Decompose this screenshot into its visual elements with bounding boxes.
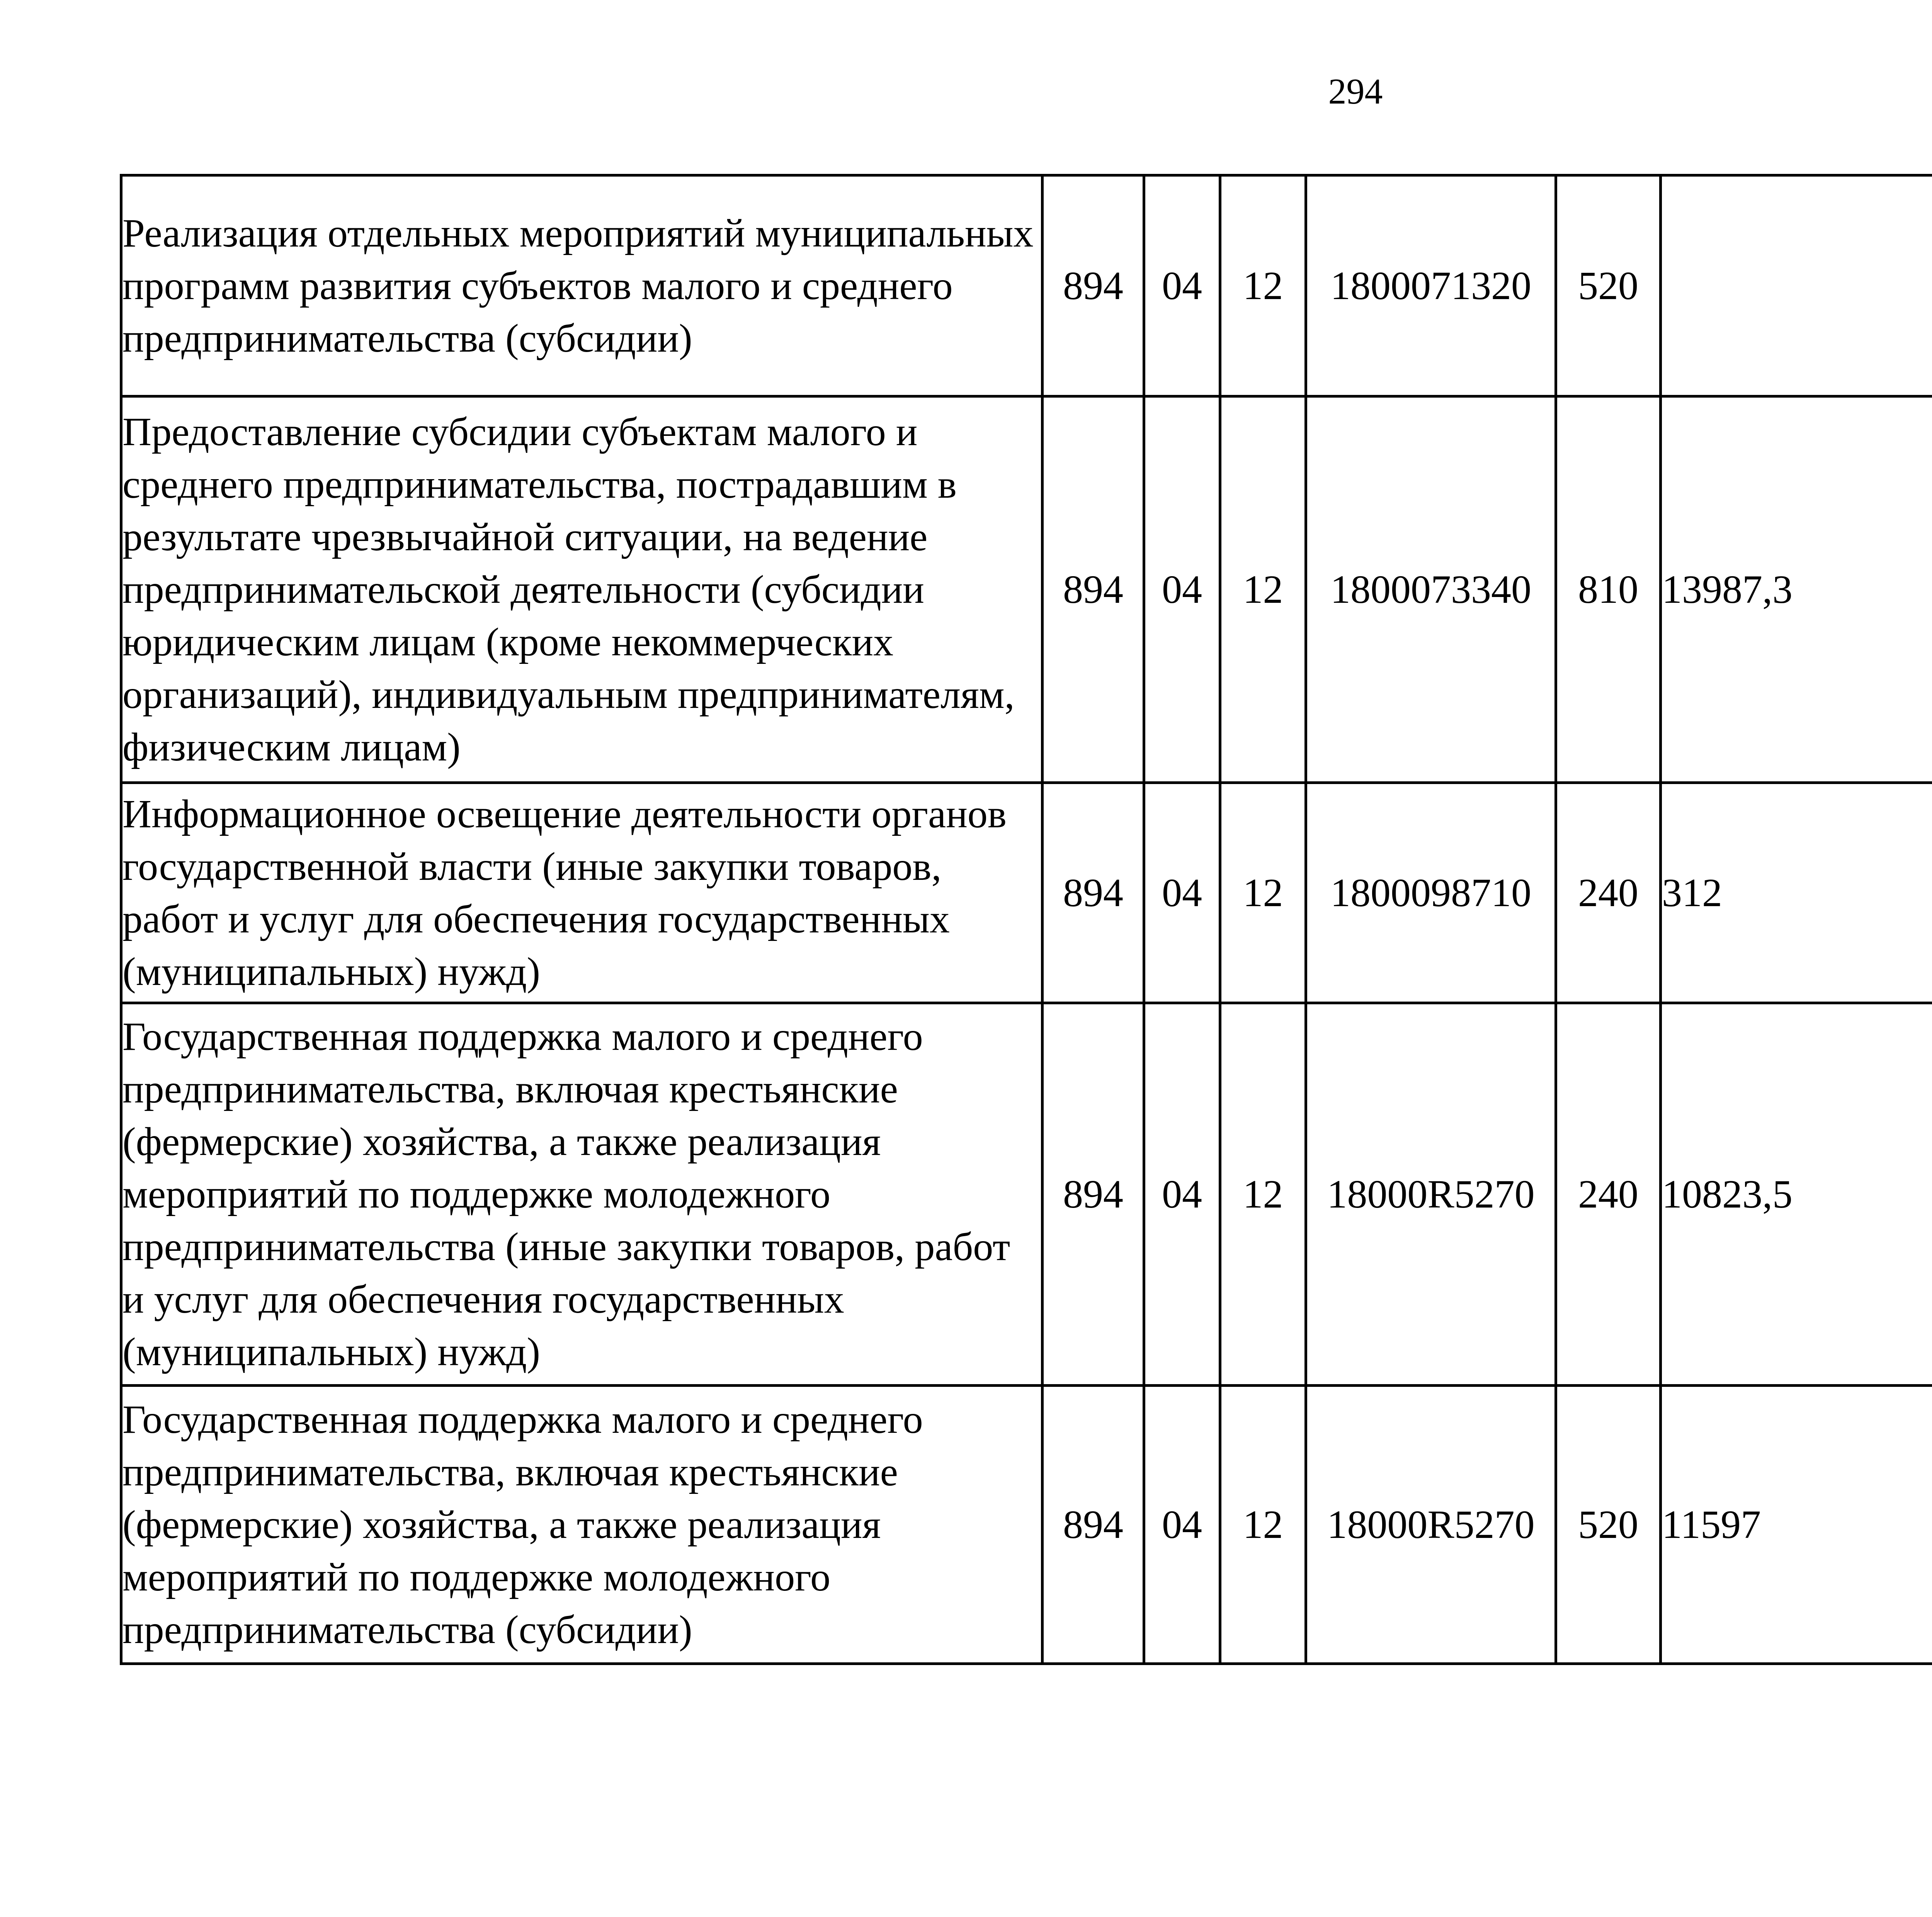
ministry-code: 894	[1043, 396, 1144, 783]
page-number: 294	[1328, 71, 1383, 112]
ministry-code: 894	[1043, 783, 1144, 1003]
subsection-code: 12	[1220, 1003, 1306, 1386]
amount-year-1: 11597	[1661, 1386, 1932, 1664]
subsection-code: 12	[1220, 396, 1306, 783]
table-row	[121, 783, 1932, 1003]
section-code: 04	[1144, 1386, 1220, 1664]
expense-type-code: 240	[1556, 783, 1661, 1003]
subsection-code: 12	[1220, 1386, 1306, 1664]
expense-type-code: 240	[1556, 1003, 1661, 1386]
amount-year-1: 10823,5	[1661, 1003, 1932, 1386]
ministry-code: 894	[1043, 1003, 1144, 1386]
section-code: 04	[1144, 1003, 1220, 1386]
amount-year-1: 312	[1661, 783, 1932, 1003]
row-name: Реализация отдельных мероприятий муниципальных программ развития субъектов малого и среднего предпринимательства (субсидии)	[121, 175, 1043, 396]
expense-type-code: 810	[1556, 396, 1661, 783]
section-code: 04	[1144, 175, 1220, 396]
section-code: 04	[1144, 396, 1220, 783]
expense-type-code: 520	[1556, 175, 1661, 396]
ministry-code: 894	[1043, 1386, 1144, 1664]
expense-type-code: 520	[1556, 1386, 1661, 1664]
table-row	[121, 175, 1932, 396]
amount-year-1: 13987,3	[1661, 396, 1932, 783]
target-article-code: 1800098710	[1306, 783, 1556, 1003]
row-name: Информационное освещение деятельности органов государственной власти (иные закупки товаров, работ и услуг для обеспечения государственных (муниципальных) нужд)	[121, 783, 1043, 1003]
budget-table	[120, 174, 1932, 1665]
subsection-code: 12	[1220, 783, 1306, 1003]
section-code: 04	[1144, 783, 1220, 1003]
row-name: Государственная поддержка малого и среднего предпринимательства, включая крестьянские (фермерские) хозяйства, а также реализация мероприятий по поддержке молодежного предпринимательства (иные закупки товаров, работ и услуг для обеспечения государственных (муниципальных) нужд)	[121, 1003, 1043, 1386]
table-row	[121, 396, 1932, 783]
amount-year-1	[1661, 175, 1932, 396]
table-row	[121, 1386, 1932, 1664]
subsection-code: 12	[1220, 175, 1306, 396]
ministry-code: 894	[1043, 175, 1144, 396]
target-article-code: 18000R5270	[1306, 1003, 1556, 1386]
target-article-code: 18000R5270	[1306, 1386, 1556, 1664]
table-row	[121, 1003, 1932, 1386]
row-name: Государственная поддержка малого и среднего предпринимательства, включая крестьянские (фермерские) хозяйства, а также реализация мероприятий по поддержке молодежного предпринимательства (субсидии)	[121, 1386, 1043, 1664]
target-article-code: 1800071320	[1306, 175, 1556, 396]
row-name: Предоставление субсидии субъектам малого и среднего предпринимательства, пострадавшим в результате чрезвычайной ситуации, на ведение предпринимательской деятельности (субсидии юридическим лицам (кроме некоммерческих организаций), индивидуальным предпринимателям, физическим лицам)	[121, 396, 1043, 783]
target-article-code: 1800073340	[1306, 396, 1556, 783]
